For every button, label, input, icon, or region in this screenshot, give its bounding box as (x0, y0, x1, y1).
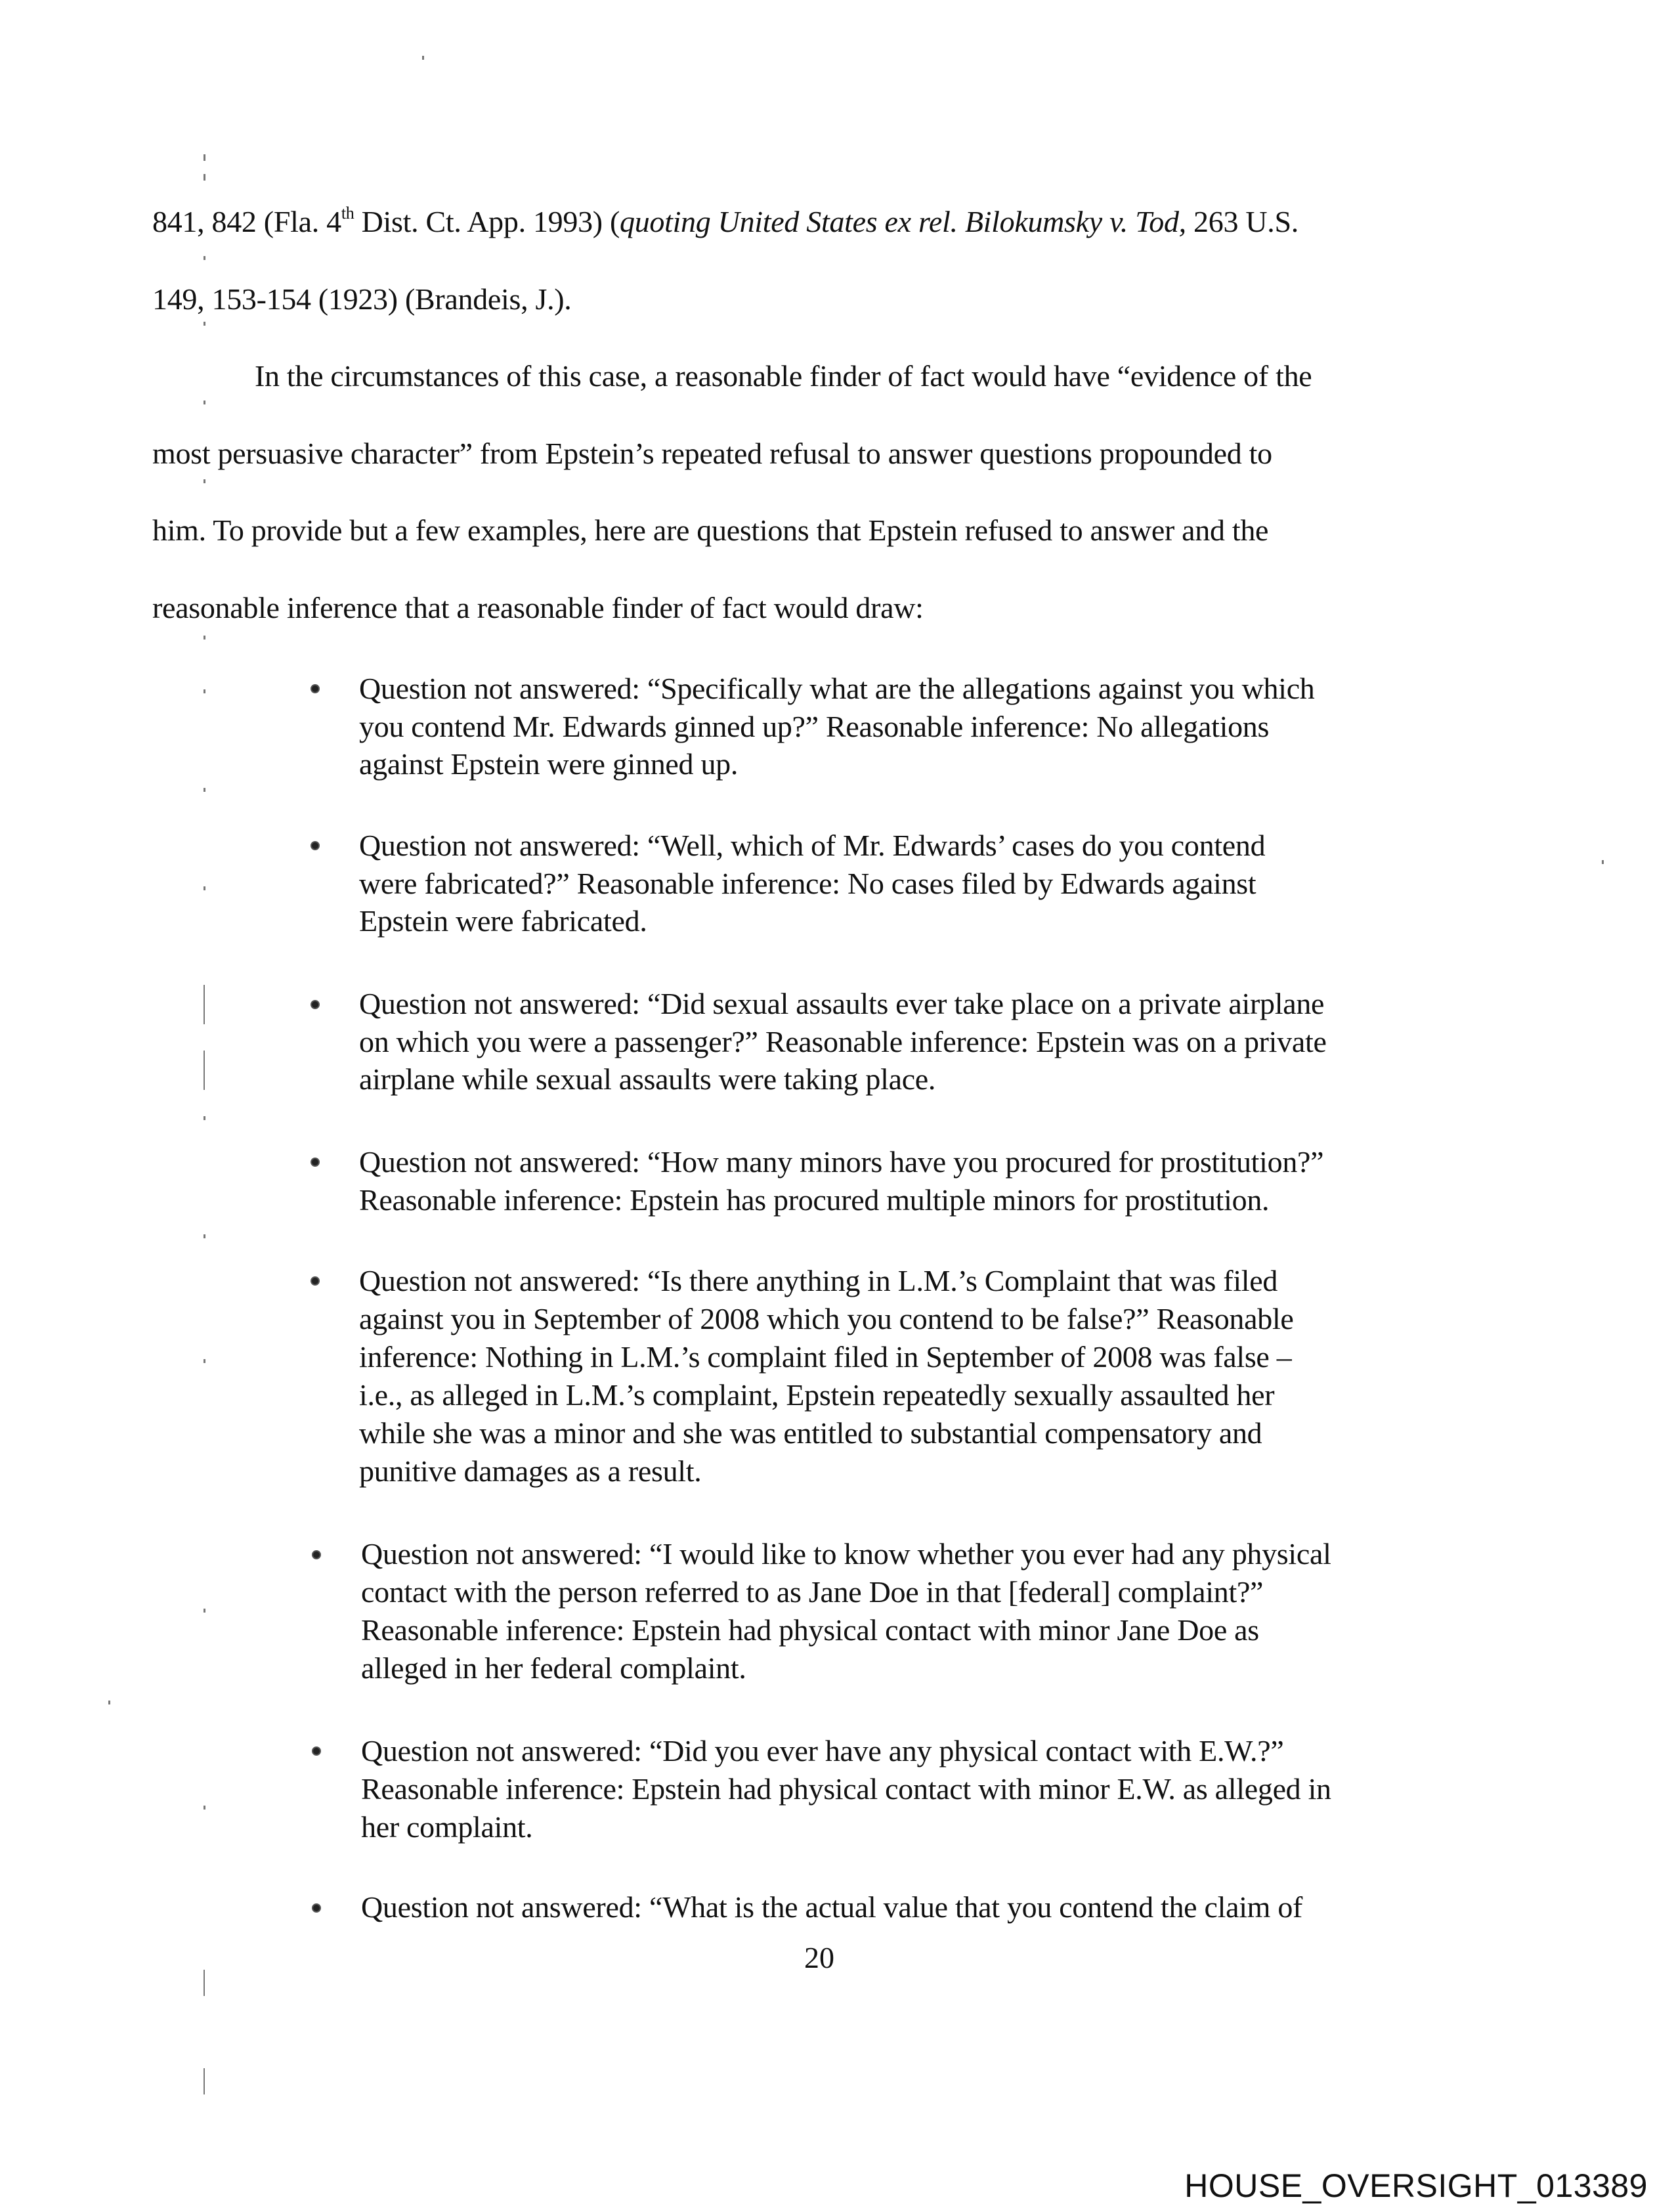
scan-artifact (204, 154, 205, 161)
scan-artifact (204, 985, 205, 1024)
scan-artifact (204, 479, 205, 483)
scan-artifact (204, 1234, 205, 1238)
bates-number: HOUSE_OVERSIGHT_013389 (1184, 2167, 1648, 2204)
scan-artifact (204, 2068, 205, 2094)
bullet-line: Question not answered: “I would like to know whether you ever had any physical (361, 1537, 1331, 1571)
bullet-line: against you in September of 2008 which you contend to be false?” Reasonable (359, 1302, 1294, 1335)
scan-artifact (204, 886, 205, 890)
bullet-line: Question not answered: “Is there anything in L.M.’s Complaint that was filed (359, 1264, 1278, 1297)
bullet-line: Question not answered: “What is the actual value that you contend the claim of (361, 1890, 1303, 1924)
bullet-line: her complaint. (361, 1810, 533, 1844)
bullet-icon (312, 1746, 321, 1756)
bullet-icon (312, 1903, 321, 1913)
paragraph-line: most persuasive character” from Epstein’s repeated refusal to answer questions propounded to (152, 437, 1272, 470)
bullet-icon (311, 684, 320, 693)
scan-artifact (204, 689, 205, 693)
bullet-line: alleged in her federal complaint. (361, 1651, 746, 1685)
bullet-line: contact with the person referred to as Jane Doe in that [federal] complaint?” (361, 1575, 1264, 1609)
scan-artifact (204, 636, 205, 640)
case-name-italic: quoting United States ex rel. Bilokumsky v. Tod, (620, 205, 1186, 238)
scan-artifact (204, 174, 205, 181)
paragraph-line: him. To provide but a few examples, here are questions that Epstein refused to answer and the (152, 513, 1269, 547)
bullet-icon (312, 1550, 321, 1559)
scan-artifact (204, 1116, 205, 1120)
scan-artifact (204, 256, 205, 260)
bullet-line: punitive damages as a result. (359, 1454, 702, 1488)
bullet-line: Reasonable inference: Epstein had physical contact with minor Jane Doe as (361, 1613, 1259, 1647)
bullet-icon (311, 1276, 320, 1286)
scan-artifact (204, 1359, 205, 1363)
scan-artifact (204, 1970, 205, 1996)
bullet-line: Question not answered: “Did you ever have any physical contact with E.W.?” (361, 1734, 1284, 1767)
page-number: 20 (804, 1941, 834, 1974)
citation-line-1 (152, 204, 1298, 240)
scan-artifact (204, 1051, 205, 1090)
citation-text: Dist. Ct. App. 1993) ( (354, 205, 620, 238)
bullet-line: i.e., as alleged in L.M.’s complaint, Epstein repeatedly sexually assaulted her (359, 1378, 1275, 1412)
bullet-icon (311, 1158, 320, 1167)
citation-text: 841, 842 (Fla. 4 (152, 205, 341, 238)
bullet-line: while she was a minor and she was entitled to substantial compensatory and (359, 1416, 1262, 1450)
scan-artifact (204, 401, 205, 404)
bullet-line: Reasonable inference: Epstein has procured multiple minors for prostitution. (359, 1183, 1270, 1217)
scan-artifact (1602, 860, 1604, 864)
scan-artifact (422, 56, 424, 60)
paragraph-line: reasonable inference that a reasonable finder of fact would draw: (152, 591, 924, 624)
bullet-line: Question not answered: “How many minors have you procured for prostitution?” (359, 1145, 1324, 1179)
scan-artifact (204, 322, 205, 326)
bullet-line: on which you were a passenger?” Reasonable inference: Epstein was on a private (359, 1025, 1327, 1058)
bullet-line: Question not answered: “Did sexual assaults ever take place on a private airplane (359, 987, 1325, 1020)
bullet-line: Reasonable inference: Epstein had physical contact with minor E.W. as alleged in (361, 1772, 1331, 1806)
bullet-line: Epstein were fabricated. (359, 904, 647, 938)
bullet-line: were fabricated?” Reasonable inference: No cases filed by Edwards against (359, 867, 1256, 900)
citation-line-2: 149, 153-154 (1923) (Brandeis, J.). (152, 282, 572, 316)
scan-artifact (204, 1609, 205, 1613)
scan-artifact (204, 1806, 205, 1810)
scan-artifact (108, 1701, 110, 1704)
bullet-line: Question not answered: “Specifically what are the allegations against you which (359, 672, 1315, 705)
bullet-line: against Epstein were ginned up. (359, 747, 739, 781)
bullet-line: inference: Nothing in L.M.’s complaint filed in September of 2008 was false – (359, 1340, 1292, 1374)
bullet-line: Question not answered: “Well, which of Mr. Edwards’ cases do you contend (359, 829, 1266, 862)
bullet-icon (311, 841, 320, 850)
paragraph-line: In the circumstances of this case, a reasonable finder of fact would have “evidence of the (255, 359, 1312, 393)
bullet-line: airplane while sexual assaults were taking place. (359, 1062, 936, 1096)
bullet-icon (311, 1000, 320, 1009)
scan-artifact (204, 788, 205, 792)
citation-text: 263 U.S. (1186, 205, 1298, 238)
ordinal-suffix: th (341, 204, 354, 223)
bullet-line: you contend Mr. Edwards ginned up?” Reasonable inference: No allegations (359, 710, 1270, 743)
